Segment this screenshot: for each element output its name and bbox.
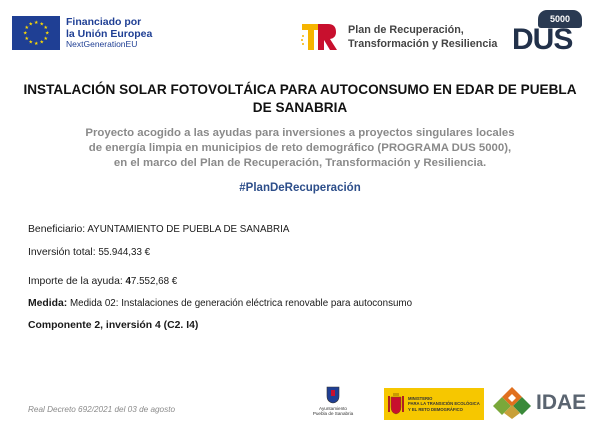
svg-text:★: ★	[24, 25, 29, 31]
ayuntamiento-line1: Ayuntamiento	[318, 406, 347, 411]
prtr-line2: Transformación y Resiliencia	[348, 38, 498, 50]
spain-crest-icon	[388, 392, 404, 416]
idae-diamond-icon	[492, 386, 532, 420]
idae-logo	[492, 386, 586, 420]
ayuda-value-bold: 4	[125, 276, 131, 287]
beneficiario-row	[28, 224, 289, 235]
svg-text:★: ★	[24, 36, 29, 42]
svg-text:★: ★	[43, 36, 48, 42]
ayuntamiento-shield-icon	[326, 386, 340, 404]
ministerio-line3: Y EL RETO DEMOGRÁFICO	[408, 406, 463, 412]
subtitle-line3: en el marco del Plan de Recuperación, Transformación y Resiliencia.	[113, 156, 487, 169]
subtitle-line1: Proyecto acogido a las ayudas para inversiones a proyectos singulares locales	[85, 127, 515, 139]
title-line2: DE SANABRIA	[252, 99, 348, 115]
svg-text:★: ★	[28, 39, 33, 46]
componente: Componente 2, inversión 4 (C2. I4)	[28, 320, 199, 331]
medida-row	[28, 298, 412, 309]
ministerio-logo	[384, 388, 484, 420]
beneficiario-label: Beneficiario:	[28, 224, 86, 235]
svg-text:★: ★	[23, 30, 28, 37]
eu-logo	[12, 16, 152, 50]
prtr-tr-icon	[300, 20, 340, 54]
svg-text:★: ★	[39, 21, 44, 28]
hashtag: #PlanDeRecuperación	[239, 182, 361, 194]
title-line1: INSTALACIÓN SOLAR FOTOVOLTÁICA PARA AUTOCONSUMO EN EDAR DE PUEBLA	[23, 82, 577, 97]
idae-word: IDAE	[536, 391, 587, 414]
svg-text:★: ★	[43, 25, 48, 31]
inversion-label: Inversión total:	[28, 247, 96, 258]
ministerio-line1: MINISTERIO	[408, 396, 433, 402]
ayuntamiento-line2: Puebla de Sanabria	[312, 411, 354, 417]
inversion-value: 55.944,33 €	[98, 247, 151, 258]
subtitle-line2: de energía limpia en municipios de reto demográfico (PROGRAMA DUS 5000),	[88, 141, 512, 154]
svg-text:★: ★	[34, 41, 39, 47]
svg-text:★: ★	[28, 21, 33, 28]
medida-label: Medida:	[28, 298, 68, 309]
ayuda-value-rest: 7.552,68 €	[130, 276, 178, 287]
ayuda-row	[28, 276, 177, 287]
dus-badge: 5000	[538, 10, 582, 28]
dus-5000-logo	[512, 10, 584, 56]
svg-text:★: ★	[34, 20, 39, 26]
prtr-logo	[300, 20, 497, 54]
page-title	[20, 81, 580, 116]
svg-text:★: ★	[39, 39, 44, 46]
medida-value: Medida 02: Instalaciones de generación eléctrica renovable para autoconsumo	[70, 298, 413, 309]
beneficiario-value: AYUNTAMIENTO DE PUEBLA DE SANABRIA	[87, 224, 290, 235]
eu-line1: Financiado por	[66, 16, 142, 28]
svg-text:★: ★	[45, 30, 50, 37]
project-description	[30, 126, 570, 170]
prtr-line1: Plan de Recuperación,	[348, 23, 464, 36]
eu-flag-icon	[12, 16, 60, 50]
ayuda-label: Importe de la ayuda:	[28, 276, 123, 287]
eu-line3: NextGenerationEU	[66, 39, 138, 50]
ministerio-line2: PARA LA TRANSICIÓN ECOLÓGICA	[408, 401, 480, 407]
ayuntamiento-logo	[310, 386, 356, 417]
dus-word: DUS	[512, 23, 573, 56]
inversion-row	[28, 247, 150, 258]
real-decreto: Real Decreto 692/2021 del 03 de agosto	[28, 405, 176, 414]
eu-line2: la Unión Europea	[66, 28, 153, 41]
